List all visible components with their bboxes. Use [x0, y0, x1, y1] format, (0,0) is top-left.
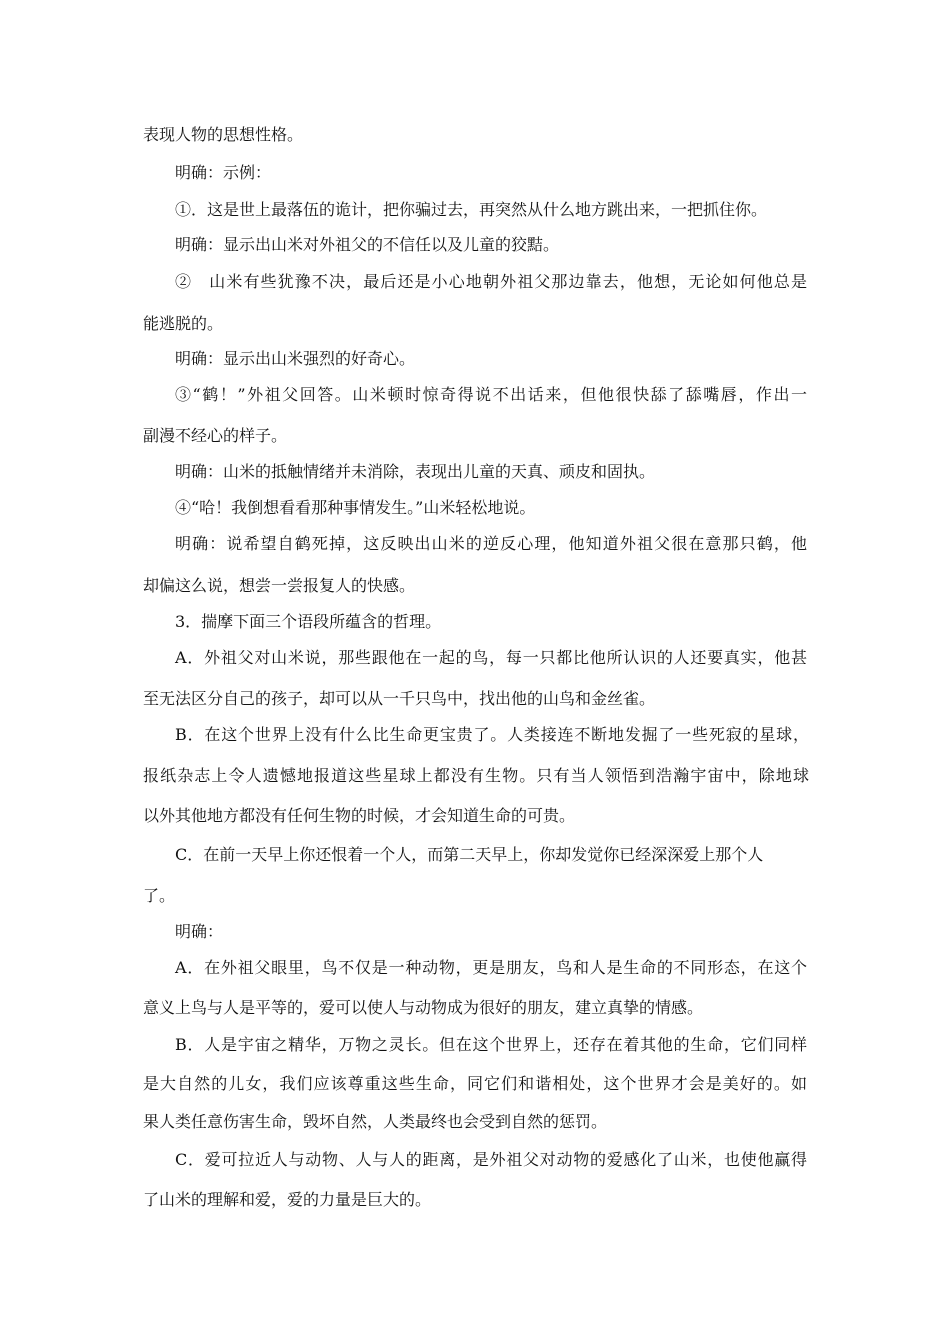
text-line: ② 山米有些犹豫不决，最后还是小心地朝外祖父那边靠去，他想，无论如何他总是 [175, 272, 807, 291]
text-line: 副漫不经心的样子。 [143, 426, 288, 445]
text-line: 能逃脱的。 [143, 314, 224, 333]
text-line: ③“鹤！”外祖父回答。山米顿时惊奇得说不出话来，但他很快舔了舔嘴唇，作出一 [175, 385, 807, 404]
text-line: 报纸杂志上令人遗憾地报道这些星球上都没有生物。只有当人领悟到浩瀚宇宙中，除地球 [143, 766, 809, 785]
text-line: 明确： [175, 922, 224, 941]
text-line: 果人类任意伤害生命，毁坏自然，人类最终也会受到自然的惩罚。 [143, 1112, 608, 1131]
text-line: A．外祖父对山米说，那些跟他在一起的鸟，每一只都比他所认识的人还要真实，他甚 [175, 648, 807, 667]
text-line: 明确：显示出山米强烈的好奇心。 [175, 349, 416, 368]
text-line: 意义上鸟与人是平等的，爱可以使人与动物成为很好的朋友，建立真挚的情感。 [143, 998, 704, 1017]
text-line: B．在这个世界上没有什么比生命更宝贵了。人类接连不断地发掘了一些死寂的星球， [175, 725, 809, 744]
text-line: 以外其他地方都没有任何生物的时候，才会知道生命的可贵。 [143, 806, 576, 825]
text-line: C．在前一天早上你还恨着一个人，而第二天早上，你却发觉你已经深深爱上那个人 [175, 845, 764, 864]
text-line: A．在外祖父眼里，鸟不仅是一种动物，更是朋友，鸟和人是生命的不同形态，在这个 [175, 958, 807, 977]
text-line: 了山米的理解和爱，爱的力量是巨大的。 [143, 1190, 432, 1209]
text-line: 明确：说希望自鹤死掉，这反映出山米的逆反心理，他知道外祖父很在意那只鹤，他 [175, 534, 807, 553]
text-line: 明确：山米的抵触情绪并未消除，表现出儿童的天真、顽皮和固执。 [175, 462, 656, 481]
text-line: 了。 [143, 886, 176, 905]
text-line: 至无法区分自己的孩子，却可以从一千只鸟中，找出他的山鸟和金丝雀。 [143, 689, 656, 708]
text-line: C．爱可拉近人与动物、人与人的距离，是外祖父对动物的爱感化了山米，也使他赢得 [175, 1150, 807, 1169]
text-line: 表现人物的思想性格。 [143, 125, 304, 144]
text-line: 明确：显示出山米对外祖父的不信任以及儿童的狡黠。 [175, 235, 560, 254]
text-line: B．人是宇宙之精华，万物之灵长。但在这个世界上，还存在着其他的生命，它们同样 [175, 1035, 807, 1054]
text-line: 却偏这么说，想尝一尝报复人的快感。 [143, 576, 416, 595]
text-line: ①．这是世上最落伍的诡计，把你骗过去，再突然从什么地方跳出来，一把抓住你。 [175, 200, 768, 219]
text-line: 明确：示例： [175, 163, 272, 182]
text-line: ④“哈！我倒想看看那种事情发生。”山米轻松地说。 [175, 498, 536, 517]
text-line: 是大自然的儿女，我们应该尊重这些生命，同它们和谐相处，这个世界才会是美好的。如 [143, 1074, 807, 1093]
text-line: 3．揣摩下面三个语段所蕴含的哲理。 [175, 612, 442, 631]
